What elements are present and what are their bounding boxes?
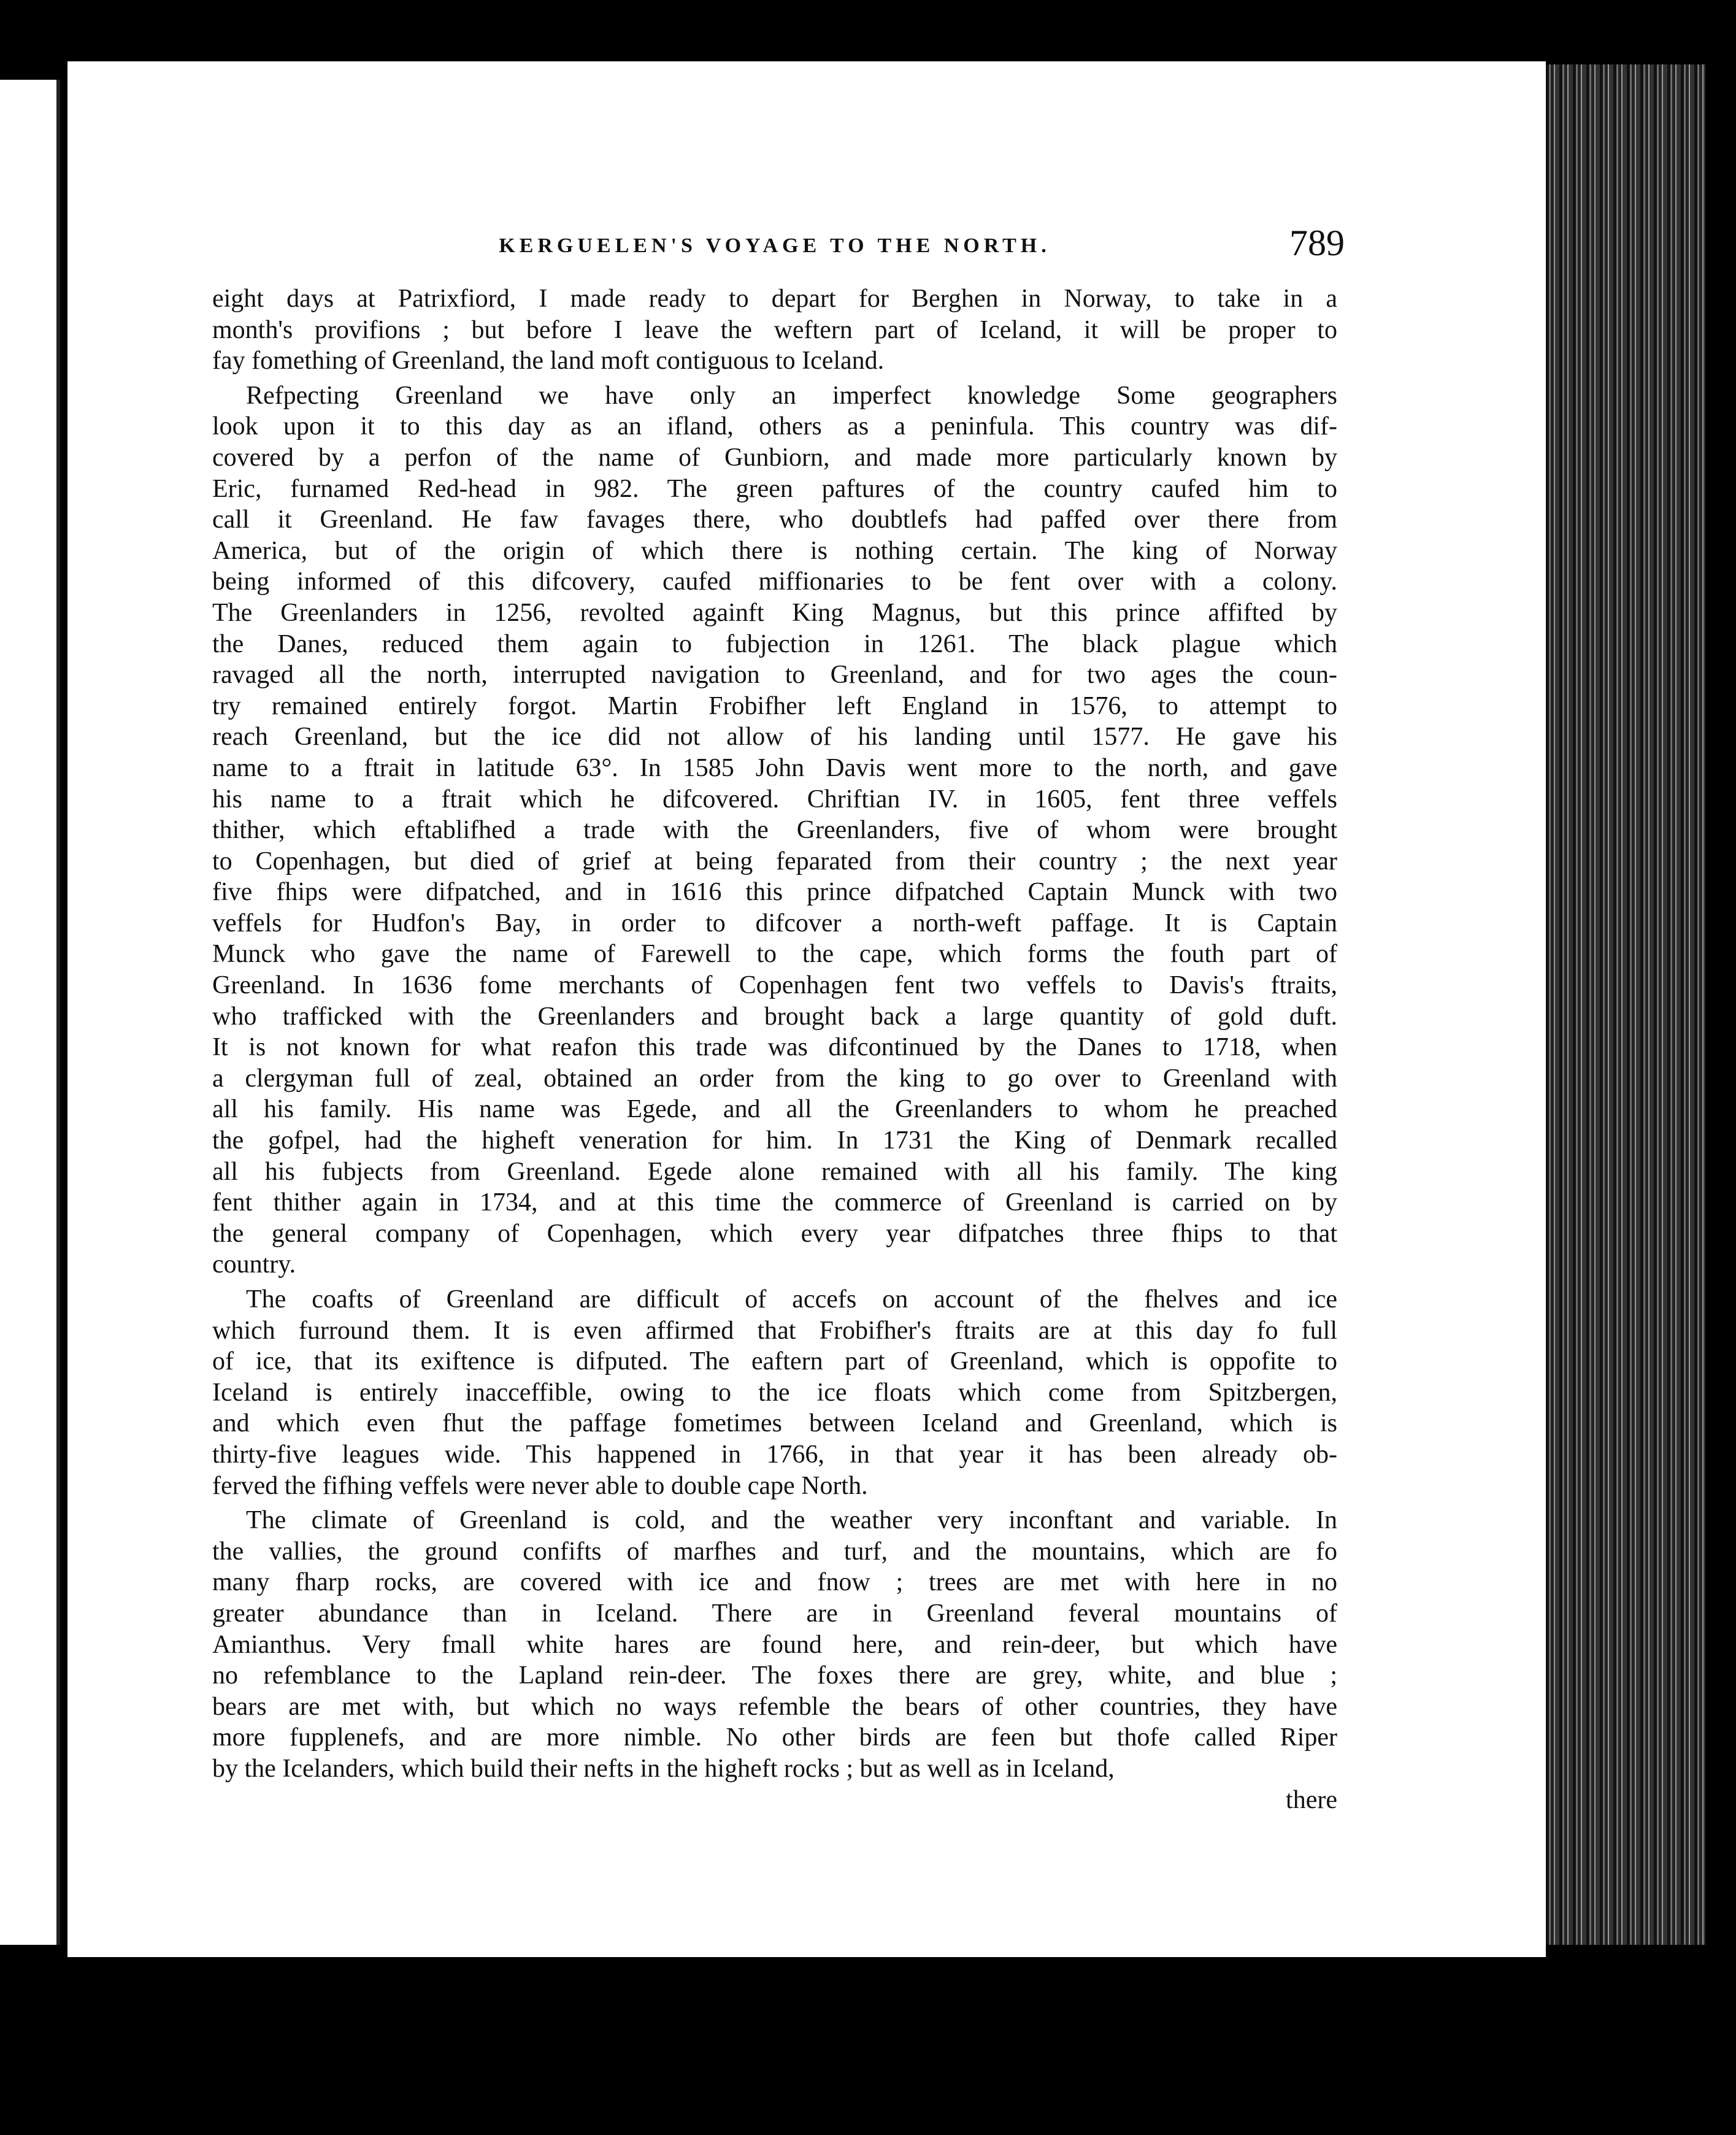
text-line: veffels for Hudfon's Bay, in order to difcover a north-weft paffage. It is Captain xyxy=(212,909,1337,937)
text-line: the Danes, reduced them again to fubjection in 1261. The black plague which xyxy=(212,629,1337,658)
catchword: there xyxy=(1286,1785,1337,1814)
text-line: which furround them. It is even affirmed that Frobifher's ftraits are at this day fo full xyxy=(212,1316,1337,1345)
text-line: Amianthus. Very fmall white hares are found here, and rein-deer, but which have xyxy=(212,1630,1337,1659)
text-line: ferved the fifhing veffels were never able to double cape North. xyxy=(212,1471,868,1500)
text-line: bears are met with, but which no ways refemble the bears of other countries, they have xyxy=(212,1692,1337,1721)
body-text xyxy=(212,283,1337,1785)
text-line: of ice, that its exiftence is difputed. The eaftern part of Greenland, which is oppofite to xyxy=(212,1347,1337,1376)
text-line: country. xyxy=(212,1250,296,1279)
text-line: all his fubjects from Greenland. Egede alone remained with all his family. The king xyxy=(212,1157,1337,1186)
page-number: 789 xyxy=(1289,223,1345,263)
book-page-edges xyxy=(1546,64,1705,1945)
text-line: who trafficked with the Greenlanders and brought back a large quantity of gold duft. xyxy=(212,1002,1337,1031)
text-line: and which even fhut the paffage fometimes between Iceland and Greenland, which is xyxy=(212,1409,1337,1438)
text-line: many fharp rocks, are covered with ice and fnow ; trees are met with here in no xyxy=(212,1568,1337,1597)
paragraph xyxy=(212,283,1337,377)
text-line: Iceland is entirely inacceffible, owing to the ice floats which come from Spitzbergen, xyxy=(212,1378,1337,1407)
text-line: Greenland. In 1636 fome merchants of Copenhagen fent two veffels to Davis's ftraits, xyxy=(212,971,1337,1000)
text-line: covered by a perfon of the name of Gunbiorn, and made more particularly known by xyxy=(212,443,1337,472)
text-line: ravaged all the north, interrupted navigation to Greenland, and for two ages the coun- xyxy=(212,661,1337,690)
text-line: month's provifions ; but before I leave the weftern part of Iceland, it will be proper to xyxy=(212,315,1337,344)
page-text-block xyxy=(212,223,1345,1815)
text-line: The climate of Greenland is cold, and the weather very inconftant and variable. In xyxy=(246,1506,1337,1535)
text-line: the vallies, the ground confifts of marfhes and turf, and the mountains, which are fo xyxy=(212,1537,1337,1566)
paragraph xyxy=(212,380,1337,1280)
text-line: call it Greenland. He faw favages there, who doubtlefs had paffed over there from xyxy=(212,506,1337,534)
text-line: the gofpel, had the higheft veneration for him. In 1731 the King of Denmark recalled xyxy=(212,1126,1337,1155)
text-line: fay fomething of Greenland, the land moft contiguous to Iceland. xyxy=(212,347,885,375)
text-line: the general company of Copenhagen, which every year difpatches three fhips to that xyxy=(212,1219,1337,1248)
text-line: being informed of this difcovery, caufed miffionaries to be fent over with a colony. xyxy=(212,567,1337,596)
text-line: to Copenhagen, but died of grief at being feparated from their country ; the next year xyxy=(212,847,1337,875)
text-line: try remained entirely forgot. Martin Frobifher left England in 1576, to attempt to xyxy=(212,691,1337,720)
text-line: a clergyman full of zeal, obtained an order from the king to go over to Greenland with xyxy=(212,1064,1337,1093)
paragraph xyxy=(212,1284,1337,1501)
text-line: Munck who gave the name of Farewell to the cape, which forms the fouth part of xyxy=(212,940,1337,969)
running-title: KERGUELEN'S VOYAGE TO THE NORTH. xyxy=(499,234,1051,257)
text-line: It is not known for what reafon this trade was difcontinued by the Danes to 1718, when xyxy=(212,1033,1337,1062)
running-head xyxy=(212,223,1345,269)
text-line: thirty-five leagues wide. This happened in 1766, in that year it has been already ob- xyxy=(212,1440,1337,1469)
text-line: more fupplenefs, and are more nimble. No other birds are feen but thofe called Riper xyxy=(212,1723,1337,1752)
text-line: look upon it to this day as an ifland, others as a peninfula. This country was dif- xyxy=(212,412,1337,441)
text-line: fent thither again in 1734, and at this time the commerce of Greenland is carried on by xyxy=(212,1188,1337,1217)
text-line: all his family. His name was Egede, and all the Greenlanders to whom he preached xyxy=(212,1095,1337,1124)
text-line: name to a ftrait in latitude 63°. In 1585 John Davis went more to the north, and gave xyxy=(212,753,1337,782)
text-line: five fhips were difpatched, and in 1616 this prince difpatched Captain Munck with two xyxy=(212,878,1337,907)
text-line: his name to a ftrait which he difcovered. Chriftian IV. in 1605, fent three veffels xyxy=(212,785,1337,814)
text-line: The Greenlanders in 1256, revolted againft King Magnus, but this prince affifted by xyxy=(212,598,1337,627)
text-line: The coafts of Greenland are difficult of accefs on account of the fhelves and ice xyxy=(246,1285,1337,1314)
paragraph xyxy=(212,1505,1337,1784)
text-line: America, but of the origin of which there is nothing certain. The king of Norway xyxy=(212,536,1337,565)
text-line: Refpecting Greenland we have only an imperfect knowledge Some geographers xyxy=(246,381,1337,410)
text-line: by the Icelanders, which build their nefts in the higheft rocks ; but as well as in Iceland, xyxy=(212,1754,1115,1783)
text-line: thither, which eftablifhed a trade with the Greenlanders, five of whom were brought xyxy=(212,816,1337,845)
text-line: Eric, furnamed Red-head in 982. The green paftures of the country caufed him to xyxy=(212,474,1337,503)
facing-page-edge xyxy=(0,80,60,1945)
text-line: reach Greenland, but the ice did not allow of his landing until 1577. He gave his xyxy=(212,723,1337,752)
text-line: greater abundance than in Iceland. There are in Greenland feveral mountains of xyxy=(212,1599,1337,1628)
text-line: eight days at Patrixfiord, I made ready to depart for Berghen in Norway, to take in a xyxy=(212,285,1337,313)
text-line: no refemblance to the Lapland rein-deer. The foxes there are grey, white, and blue ; xyxy=(212,1661,1337,1690)
